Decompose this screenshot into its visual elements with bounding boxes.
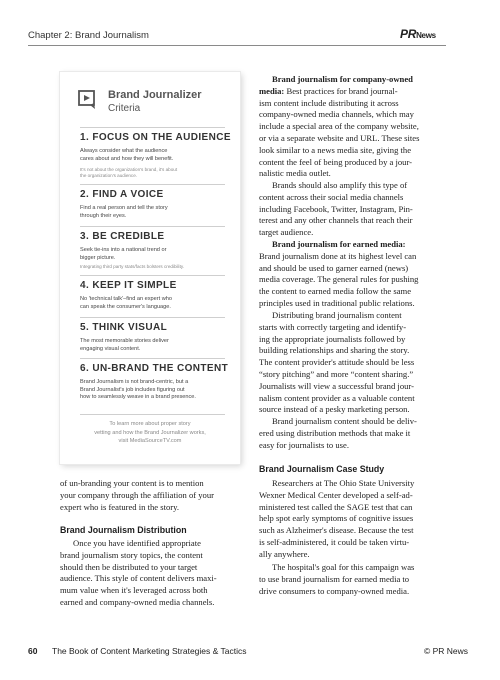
text-line: terest and any other channels that reach their xyxy=(259,215,413,226)
section-heading: 3. BE CREDIBLE xyxy=(80,231,165,242)
section-divider xyxy=(80,226,225,227)
campaign-goal-paragraph xyxy=(259,562,414,597)
text-line: nalistic media outlet. xyxy=(259,168,331,179)
copyright: © PR News xyxy=(424,646,469,656)
section-heading: 6. UN-BRAND THE CONTENT xyxy=(80,363,229,374)
text-line: Journalists will view a successful brand jour- xyxy=(259,380,414,391)
text-line: Once you have identified appropriate xyxy=(73,538,201,548)
section-body-line: through their eyes. xyxy=(80,212,127,219)
section-heading: 1. FOCUS ON THE AUDIENCE xyxy=(80,132,231,143)
section-body-line: can speak the consumer's language. xyxy=(80,303,171,310)
section-note xyxy=(80,167,225,180)
text-line: of un-branding your content is to mention xyxy=(60,478,204,488)
text-line: media coverage. The general rules for pushing xyxy=(259,274,419,285)
text-line: should then be distributed to your target xyxy=(60,561,198,572)
section-body-line: Find a real person and tell the story xyxy=(80,205,168,211)
section-divider xyxy=(80,317,225,318)
text-line: content across their social media channels xyxy=(259,191,404,202)
section-body xyxy=(80,296,225,311)
section-note xyxy=(80,264,225,270)
text-line: Brand journalism content should be deliv- xyxy=(272,416,417,426)
text-line: Brand journalism for earned media: xyxy=(272,239,406,249)
text-line: to use brand journalism for earned media to xyxy=(259,573,410,584)
brand-journalizer-sidebar xyxy=(60,72,240,464)
logo-sub: News xyxy=(416,31,436,40)
text-line: your company through the affiliation of your xyxy=(60,489,215,500)
text-line: company-owned media channels, which may xyxy=(259,109,414,120)
distribution-paragraph xyxy=(60,538,217,609)
section-body-line: engaging visual content. xyxy=(80,345,141,352)
company-owned-paragraph xyxy=(259,74,419,180)
left-intro-paragraph xyxy=(60,478,214,513)
text-line: Brands should also amplify this type of xyxy=(272,180,408,190)
section-note-line: the organization's audience. xyxy=(80,173,138,179)
text-line: drive consumers to company-owned media. xyxy=(259,585,410,596)
text-line: or via a separate website and URL. These sites xyxy=(259,132,420,143)
pr-news-logo xyxy=(400,27,436,41)
sidebar-footer-line: visit MediaSourceTV.com xyxy=(118,438,182,444)
text-line: audience. This style of content delivers maxi- xyxy=(60,573,217,584)
section-body-line: bigger picture. xyxy=(80,254,116,261)
section-divider xyxy=(80,275,225,276)
text-line: The hospital's goal for this campaign was xyxy=(272,562,415,572)
footer-divider xyxy=(80,414,225,415)
logo-main: PR xyxy=(400,27,417,41)
sidebar-footer-line: vetting and how the Brand Journalizer works, xyxy=(94,429,206,436)
section-body-line: Brand Journalist's job includes figuring out xyxy=(80,386,185,393)
text-line: Wexner Medical Center developed a self-ad- xyxy=(259,489,413,500)
header-rule xyxy=(28,45,446,46)
text-line: ing the appropriate journalists followed by xyxy=(259,333,406,344)
text-line: expert who is featured in the story. xyxy=(60,501,180,512)
page-number: 60 xyxy=(28,646,38,656)
text-line: ered using distribution methods that make it xyxy=(259,427,411,438)
text-line: content the feel of being produced by a jour- xyxy=(259,156,413,167)
section-body-line: Brand Journalism is not brand-centric, but a xyxy=(80,379,189,385)
social-media-paragraph xyxy=(259,180,413,239)
text-line: Brand journalism done at its highest level can xyxy=(259,250,417,261)
sidebar-footer-line: To learn more about proper story xyxy=(109,421,191,427)
section-body xyxy=(80,379,225,402)
case-study-heading: Brand Journalism Case Study xyxy=(259,464,385,474)
text-line: Researchers at The Ohio State University xyxy=(272,478,415,488)
section-body-line: Seek tie-ins into a national trend or xyxy=(80,247,167,253)
section-divider xyxy=(80,184,225,185)
text-line: “story pitching” and more “content sharing.” xyxy=(259,368,414,379)
case-study-paragraph xyxy=(259,478,414,561)
section-note-line: Integrating third party stats/facts bolsters credibility. xyxy=(80,264,185,269)
text-line: starts with correctly targeting and identify- xyxy=(259,321,407,332)
text-line: media: Best practices for brand journal- xyxy=(259,85,398,96)
text-line: principles used in traditional public relations. xyxy=(259,297,415,308)
section-heading: 2. FIND A VOICE xyxy=(80,189,164,200)
section-note-line: It's not about the organization's brand, it's about xyxy=(80,167,178,172)
text-line: and should be used to garner earned (news) xyxy=(259,262,409,273)
text-line: Brand journalism for company-owned xyxy=(272,74,413,84)
text-line: is self-administered, it could be taken virtu- xyxy=(259,536,410,547)
delivery-paragraph xyxy=(259,416,417,451)
section-body-line: The most memorable stories deliver xyxy=(80,338,169,344)
section-divider xyxy=(80,358,225,359)
section-heading: 5. THINK VISUAL xyxy=(80,322,168,333)
sidebar-title: Brand Journalizer xyxy=(108,89,202,101)
distribution-heading: Brand Journalism Distribution xyxy=(60,525,187,535)
section-body-line: cares about and how they will benefit. xyxy=(80,155,174,162)
sidebar-footer xyxy=(74,420,226,446)
book-title: The Book of Content Marketing Strategies & Tactics xyxy=(52,646,247,656)
text-line: Distributing brand journalism content xyxy=(272,310,402,320)
section-body xyxy=(80,205,225,220)
section-body xyxy=(80,338,225,353)
text-line: the content to earned media follow the same xyxy=(259,286,412,297)
earned-media-paragraph xyxy=(259,239,418,310)
text-line: target audience. xyxy=(259,227,314,238)
text-line: nalism content provider as a valuable content xyxy=(259,392,415,403)
text-line: ministered test called the SAGE test that can xyxy=(259,501,413,512)
text-line: ism content include distributing it across xyxy=(259,97,399,108)
text-line: ally anywhere. xyxy=(259,548,310,559)
section-body-line: how to seamlessly weave in a brand presence. xyxy=(80,394,196,401)
text-line: including Facebook, Twitter, Instagram, Pin- xyxy=(259,203,413,214)
section-heading: 4. KEEP IT SIMPLE xyxy=(80,280,177,291)
play-speech-bubble-icon xyxy=(78,90,98,110)
text-line: brand journalism story topics, the content xyxy=(60,549,203,560)
text-line: The content provider's attitude should be less xyxy=(259,357,415,368)
section-body xyxy=(80,247,225,262)
sidebar-subtitle: Criteria xyxy=(108,103,141,114)
text-line: help spot early symptoms of cognitive issues xyxy=(259,513,414,524)
section-body-line: No 'technical talk'–find an expert who xyxy=(80,296,172,302)
text-line: include a special area of the company website, xyxy=(259,121,419,132)
text-line: such as Alzheimer's disease. Because the test xyxy=(259,525,414,536)
text-line: building relationships and sharing the story. xyxy=(259,345,410,356)
text-line: earned and company-owned media channels. xyxy=(60,596,215,607)
text-line: easy for journalists to use. xyxy=(259,439,349,450)
section-body xyxy=(80,148,225,163)
text-line: look similar to a news media site, giving the xyxy=(259,144,412,155)
text-line: source instead of a pesky marketing person. xyxy=(259,404,410,415)
section-divider xyxy=(80,127,225,128)
section-body-line: Always consider what the audience xyxy=(80,148,168,154)
chapter-title: Chapter 2: Brand Journalism xyxy=(28,30,149,41)
text-line: mum value when it's leveraged across both xyxy=(60,585,208,596)
distributing-paragraph xyxy=(259,310,415,416)
